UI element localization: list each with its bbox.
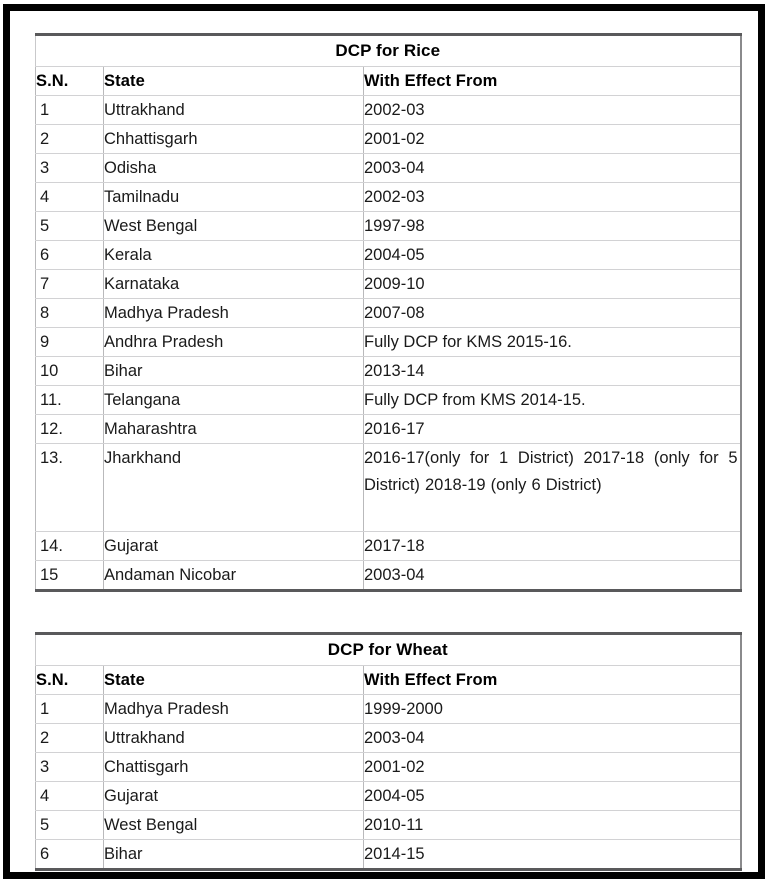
- cell-serial-number: 3: [36, 154, 104, 183]
- column-header-with-effect-from: With Effect From: [364, 666, 741, 695]
- cell-state: Telangana: [104, 386, 364, 415]
- cell-state: Uttrakhand: [104, 96, 364, 125]
- cell-serial-number: 8: [36, 299, 104, 328]
- cell-with-effect-from: 2010-11: [364, 811, 741, 840]
- cell-with-effect-from: 2001-02: [364, 753, 741, 782]
- cell-state: Gujarat: [104, 532, 364, 561]
- cell-with-effect-from: 2002-03: [364, 183, 741, 212]
- table-row: [36, 444, 741, 532]
- table-row: [36, 695, 741, 724]
- cell-with-effect-from: 2003-04: [364, 724, 741, 753]
- cell-with-effect-from: 2003-04: [364, 154, 741, 183]
- cell-serial-number: 4: [36, 183, 104, 212]
- table-row: [36, 415, 741, 444]
- cell-state: Madhya Pradesh: [104, 695, 364, 724]
- table-row: [36, 299, 741, 328]
- cell-serial-number: 5: [36, 811, 104, 840]
- cell-with-effect-from: 2013-14: [364, 357, 741, 386]
- cell-state: Chattisgarh: [104, 753, 364, 782]
- cell-state: West Bengal: [104, 811, 364, 840]
- cell-with-effect-from: 2014-15: [364, 840, 741, 870]
- cell-serial-number: 3: [36, 753, 104, 782]
- table-row: [36, 753, 741, 782]
- cell-state: Jharkhand: [104, 444, 364, 532]
- table-header-row: [36, 67, 741, 96]
- table-row: [36, 840, 741, 870]
- table-title: DCP for Rice: [36, 35, 741, 67]
- cell-serial-number: 13.: [36, 444, 104, 532]
- cell-with-effect-from: 1997-98: [364, 212, 741, 241]
- table-row: [36, 154, 741, 183]
- cell-with-effect-from: 2003-04: [364, 561, 741, 591]
- table-row: [36, 96, 741, 125]
- cell-serial-number: 6: [36, 241, 104, 270]
- page-black-frame: [3, 4, 765, 879]
- table-title: DCP for Wheat: [36, 634, 741, 666]
- table-row: [36, 241, 741, 270]
- cell-state: Kerala: [104, 241, 364, 270]
- cell-state: Gujarat: [104, 782, 364, 811]
- table-row: [36, 212, 741, 241]
- cell-serial-number: 15: [36, 561, 104, 591]
- cell-state: Bihar: [104, 357, 364, 386]
- cell-state: Madhya Pradesh: [104, 299, 364, 328]
- cell-serial-number: 1: [36, 96, 104, 125]
- cell-with-effect-from: Fully DCP for KMS 2015-16.: [364, 328, 741, 357]
- cell-state: Karnataka: [104, 270, 364, 299]
- dcp-wheat-table: [35, 632, 742, 871]
- cell-state: West Bengal: [104, 212, 364, 241]
- cell-serial-number: 6: [36, 840, 104, 870]
- table-row: [36, 561, 741, 591]
- table-row: [36, 811, 741, 840]
- cell-state: Bihar: [104, 840, 364, 870]
- cell-state: Andhra Pradesh: [104, 328, 364, 357]
- cell-serial-number: 14.: [36, 532, 104, 561]
- dcp-rice-table-container: [35, 33, 740, 592]
- column-header-with-effect-from: With Effect From: [364, 67, 741, 96]
- column-header-state: State: [104, 67, 364, 96]
- cell-state: Maharashtra: [104, 415, 364, 444]
- cell-serial-number: 10: [36, 357, 104, 386]
- table-row: [36, 782, 741, 811]
- cell-serial-number: 4: [36, 782, 104, 811]
- cell-with-effect-from: 2004-05: [364, 782, 741, 811]
- cell-with-effect-from: 2004-05: [364, 241, 741, 270]
- cell-with-effect-from: Fully DCP from KMS 2014-15.: [364, 386, 741, 415]
- column-header-sn: S.N.: [36, 666, 104, 695]
- cell-with-effect-from: 2009-10: [364, 270, 741, 299]
- table-row: [36, 724, 741, 753]
- document-page: [10, 11, 758, 872]
- table-row: [36, 125, 741, 154]
- cell-state: Andaman Nicobar: [104, 561, 364, 591]
- cell-with-effect-from: 2002-03: [364, 96, 741, 125]
- table-header-row: [36, 666, 741, 695]
- table-row: [36, 270, 741, 299]
- cell-serial-number: 1: [36, 695, 104, 724]
- cell-state: Chhattisgarh: [104, 125, 364, 154]
- cell-state: Tamilnadu: [104, 183, 364, 212]
- cell-serial-number: 2: [36, 724, 104, 753]
- column-header-sn: S.N.: [36, 67, 104, 96]
- cell-with-effect-from: 2001-02: [364, 125, 741, 154]
- table-row: [36, 328, 741, 357]
- cell-serial-number: 2: [36, 125, 104, 154]
- dcp-rice-table: [35, 33, 742, 592]
- table-row: [36, 183, 741, 212]
- table-row: [36, 386, 741, 415]
- cell-serial-number: 9: [36, 328, 104, 357]
- table-title-row: [36, 35, 741, 67]
- cell-serial-number: 12.: [36, 415, 104, 444]
- cell-serial-number: 5: [36, 212, 104, 241]
- cell-state: Uttrakhand: [104, 724, 364, 753]
- cell-serial-number: 7: [36, 270, 104, 299]
- cell-serial-number: 11.: [36, 386, 104, 415]
- table-row: [36, 532, 741, 561]
- table-row: [36, 357, 741, 386]
- cell-with-effect-from: 1999-2000: [364, 695, 741, 724]
- cell-with-effect-from: 2016-17(only for 1 District) 2017-18 (only for 5 District) 2018-19 (only 6 District): [364, 444, 741, 532]
- cell-with-effect-from: 2007-08: [364, 299, 741, 328]
- table-title-row: [36, 634, 741, 666]
- cell-with-effect-from: 2017-18: [364, 532, 741, 561]
- cell-with-effect-from: 2016-17: [364, 415, 741, 444]
- column-header-state: State: [104, 666, 364, 695]
- cell-state: Odisha: [104, 154, 364, 183]
- dcp-wheat-table-container: [35, 632, 740, 871]
